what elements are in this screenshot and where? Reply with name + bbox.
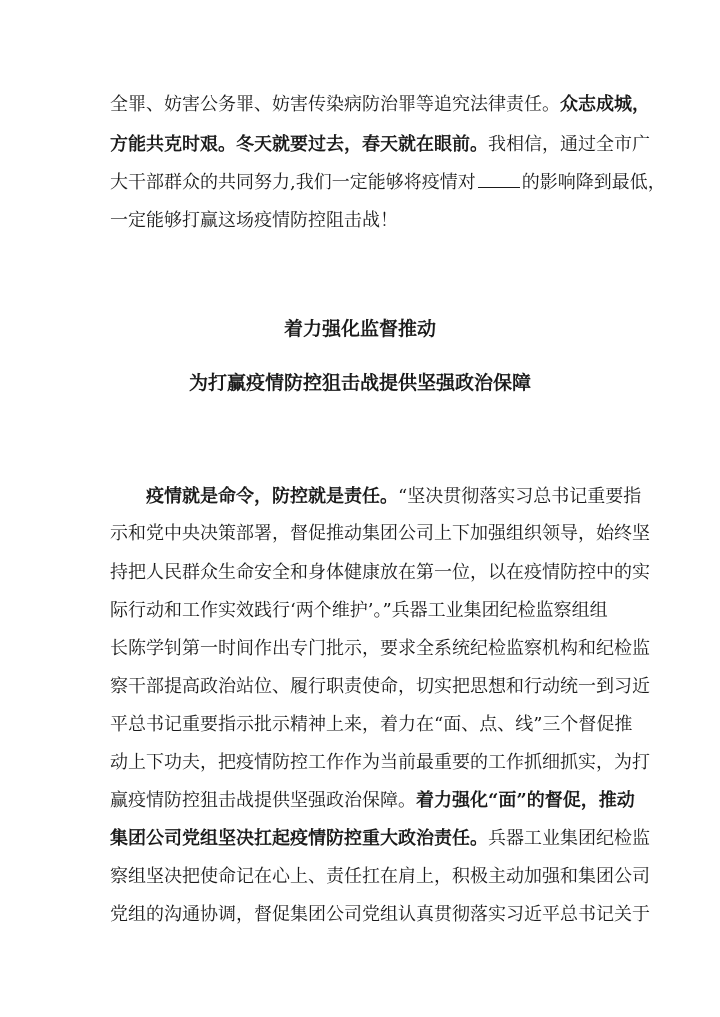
body-line-8: 动上下功夫，把疫情防控工作作为当前最重要的工作抓细抓实，为打 [110,752,650,773]
body-line-5: 长陈学钊第一时间作出专门批示，要求全系统纪检监察机构和纪检监 [110,638,650,659]
body-line-9 [110,789,635,813]
text-segment: 全罪、妨害公务罪、妨害传染病防治罪等追究法律责任。 [110,94,560,115]
text-segment: “坚决贯彻落实习总书记重要指 [398,486,642,507]
body-line-4: 际行动和工作实效践行‘两个维护’。”兵器工业集团纪检监察组组 [110,600,608,621]
body-line-7: 平总书记重要指示批示精神上来，着力在“面、点、线”三个督促推 [110,714,633,735]
bold-segment: 着力强化“面”的督促，推动 [416,790,635,811]
body-line-3: 持把人民群众生命安全和身体健康放在第一位，以在疫情防控中的实 [110,562,650,583]
text-line-1 [110,93,650,117]
bold-segment: 众志成城， [560,94,650,115]
text-line-3 [110,171,666,195]
text-segment: 兵器工业集团纪检监 [488,828,650,849]
text-line-4 [110,209,398,233]
text-line-2 [110,133,650,157]
text-segment: 的影响降到最低， [521,172,666,193]
bold-segment: 方能共克时艰。冬天就要过去，春天就在眼前。 [110,134,488,155]
fill-in-blank [478,171,520,188]
body-line-1 [146,485,641,509]
body-line-6: 察干部提高政治站位、履行职责使命，切实把思想和行动统一到习近 [110,676,650,697]
article-title-line-1: 着力强化监督推动 [283,318,436,340]
text-segment: 一定能够打赢这场疫情防控阻击战！ [110,210,398,231]
text-segment: 大干部群众的共同努力,我们一定能够将疫情对 [110,172,476,193]
text-segment: 我相信，通过全市广 [488,134,650,155]
body-line-11: 察组坚决把使命记在心上、责任扛在肩上，积极主动加强和集团公司 [110,866,650,887]
bold-segment: 集团公司党组坚决扛起疫情防控重大政治责任。 [110,828,488,849]
article-title-line-2: 为打赢疫情防控狙击战提供坚强政治保障 [188,372,531,394]
body-line-2: 示和党中央决策部署，督促推动集团公司上下加强组织领导，始终坚 [110,523,650,544]
body-line-10 [110,827,650,851]
body-line-12: 党组的沟通协调，督促集团公司党组认真贯彻落实习近平总书记关于 [110,904,650,925]
bold-segment: 疫情就是命令，防控就是责任。 [146,486,398,507]
text-segment: 赢疫情防控狙击战提供坚强政治保障。 [110,790,416,811]
